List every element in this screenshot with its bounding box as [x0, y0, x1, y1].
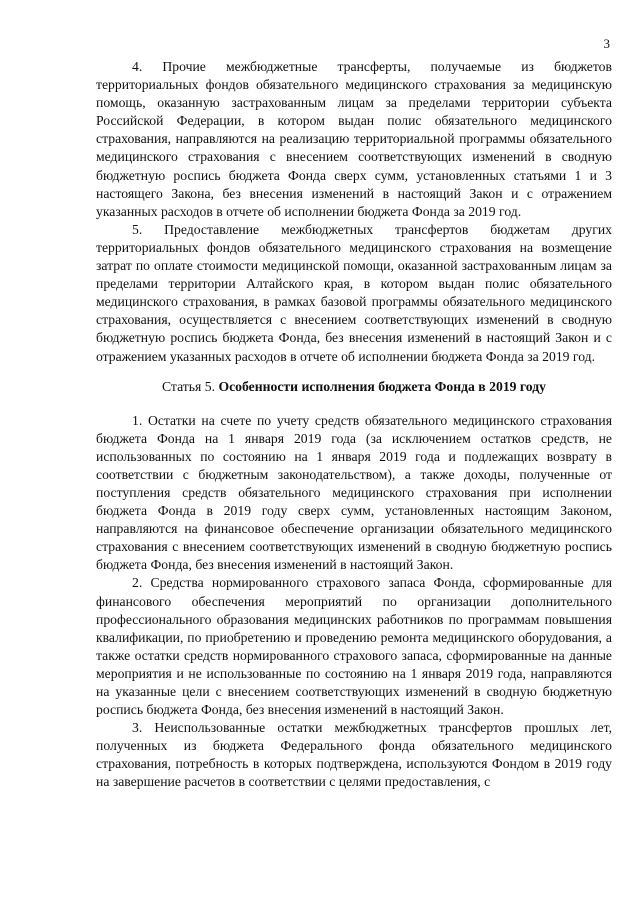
paragraph-5: 5. Предоставление межбюджетных трансфертов бюджетам других территориальных фондов обязательного медицинского страхования на возмещение затрат по оплате стоимости медицинской помощи, оказанной застрахованным лицам за пределами территории Алтайского края, в котором выдан полис обязательного медицинского страхования, в рамках базовой программы обязательного медицинского страхования, осуществляется с внесением соответствующих изменений в сводную бюджетную роспись бюджета Фонда, без внесения изменений в настоящий Закон и с отражением указанных расходов в отчете об исполнении бюджета Фонда за 2019 год.	[96, 221, 612, 364]
article-label: Статья 5.	[161, 378, 216, 394]
article-heading	[96, 378, 612, 396]
page-number: 3	[603, 36, 610, 51]
article-5-paragraph-3: 3. Неиспользованные остатки межбюджетных трансфертов прошлых лет, полученных из бюджета Федерального фонда обязательного медицинского страхования, потребность в которых подтверждена, используются Фондом в 2019 году на завершение расчетов в соответствии с целями предоставления, с	[96, 720, 612, 790]
article-5-paragraph-1: 1. Остатки на счете по учету средств обязательного медицинского страхования бюджета Фонда на 1 января 2019 года (за исключением остатков средств, не использованных по состоянию на 1 января 2019 года и подлежащих возврату в соответствии с бюджетным законодательством), а также доходы, полученные от поступления средств обязательного медицинского страхования при исполнении бюджета Фонда в 2019 году сверх сумм, установленных настоящим Законом, направляются на финансовое обеспечение организации обязательного медицинского страхования с внесением соответствующих изменений в сводную бюджетную роспись бюджета Фонда, без внесения изменений в настоящий Закон.	[96, 412, 612, 573]
document-body	[96, 58, 612, 792]
article-title: Особенности исполнения бюджета Фонда в 2019 году	[218, 378, 547, 394]
paragraph-4: 4. Прочие межбюджетные трансферты, получаемые из бюджетов территориальных фондов обязательного медицинского страхования за медицинскую помощь, оказанную застрахованным лицам за пределами территории субъекта Российской Федерации, в котором выдан полис обязательного медицинского страхования, направляются на реализацию территориальной программы обязательного медицинского страхования с внесением соответствующих изменений в сводную бюджетную роспись бюджета Фонда сверх сумм, установленных статьями 1 и 3 настоящего Закона, без внесения изменений в настоящий Закон и с отражением указанных расходов в отчете об исполнении бюджета Фонда за 2019 год.	[96, 59, 612, 219]
article-5-paragraph-2: 2. Средства нормированного страхового запаса Фонда, сформированные для финансового обеспечения мероприятий по организации дополнительного профессионального образования медицинских работников по программам повышения квалификации, по приобретению и проведению ремонта медицинского оборудования, а также остатки средств нормированного страхового запаса, сформированные на данные мероприятия и не использованные по состоянию на 1 января 2019 года, направляются на указанные цели с внесением соответствующих изменений в сводную бюджетную роспись бюджета Фонда, без внесения изменений в настоящий Закон.	[96, 575, 612, 718]
